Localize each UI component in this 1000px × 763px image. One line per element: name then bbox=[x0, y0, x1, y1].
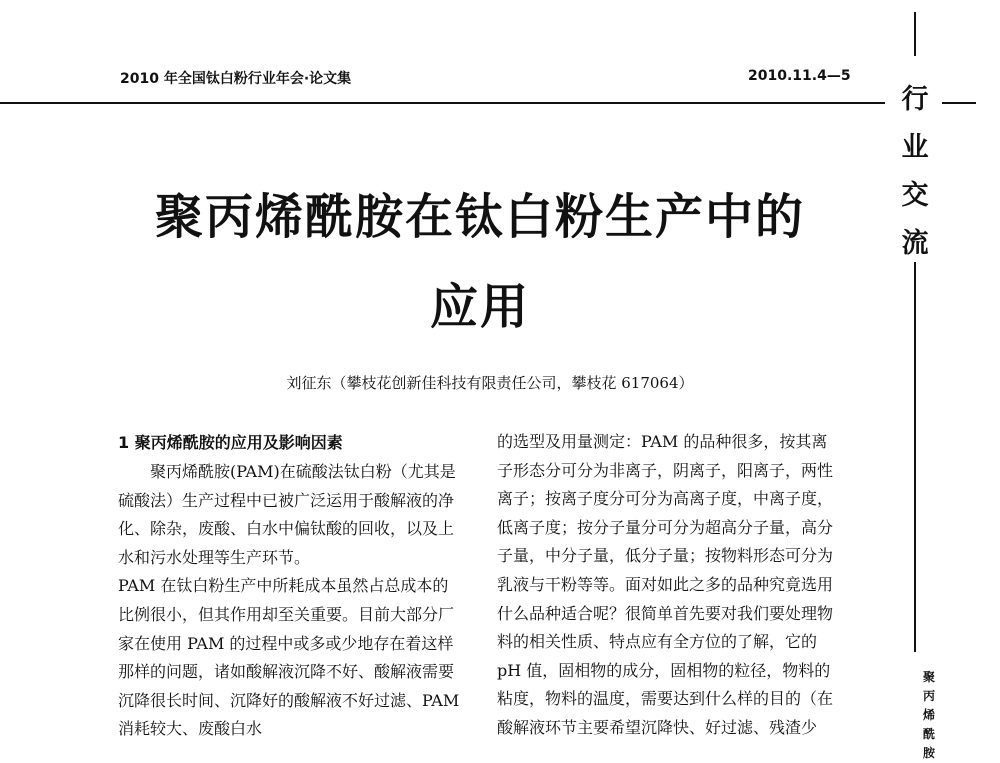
side-divider-middle bbox=[914, 262, 916, 652]
side-running-char: 胺 bbox=[922, 746, 935, 760]
header-rule-right bbox=[942, 102, 976, 104]
side-divider-top bbox=[914, 12, 916, 56]
body-paragraph: 的选型及用量测定：PAM 的品种很多，按其离子形态分可分为非离子，阴离子，阳离子，两性离子；按离子度分可分为高离子度，中离子度，低离子度；按分子量分可分为超高分子量，高分子量，中分子量，低分子量；按物料形态可分为乳液与干粉等等。面对如此之多的品种究竟选用什么品种适合呢？很简单首先要对我们要处理物料的相关性质、特点应有全方位的了解，它的 pH 值，固相物的成分，固相物的粒径，物料的粘度，物料的温度，需要达到什么样的目的（在酸解液环节主要希望沉降快、好过滤、残渣少 bbox=[497, 432, 834, 737]
body-paragraph: PAM 在钛白粉生产中所耗成本虽然占总成本的比例很小，但其作用却至关重要。目前大部分厂家在使用 PAM 的过程中或多或少地存在着这样那样的问题，诸如酸解液沉降不好、酸解液需要沉降很长时间、沉降好的酸解液不好过滤、PAM 消耗较大、废酸白水 bbox=[118, 576, 460, 739]
body-paragraph: 聚丙烯酰胺(PAM)在硫酸法钛白粉（尤其是硫酸法）生产过程中已被广泛运用于酸解液的净化、除杂，废酸、白水中偏钛酸的回收，以及上水和污水处理等生产环节。 bbox=[118, 462, 456, 567]
left-column bbox=[118, 428, 463, 744]
author-affiliation: 刘征东（攀枝花创新佳科技有限责任公司，攀枝花 617064） bbox=[286, 374, 694, 392]
side-running-char: 烯 bbox=[922, 708, 935, 722]
side-running-char: 丙 bbox=[922, 689, 935, 703]
section-label-char: 行 bbox=[901, 84, 929, 115]
running-header-date: 2010.11.4—5 bbox=[748, 68, 851, 84]
article-title-line-2: 应用 bbox=[429, 279, 530, 335]
section-label-char: 业 bbox=[901, 132, 929, 163]
article-title-line-1: 聚丙烯酰胺在钛白粉生产中的 bbox=[154, 189, 805, 245]
section-heading: 1 聚丙烯酰胺的应用及影响因素 bbox=[118, 433, 343, 452]
running-header-left: 2010 年全国钛白粉行业年会·论文集 bbox=[120, 71, 352, 87]
side-running-char: 聚 bbox=[922, 670, 935, 684]
section-label-char: 交 bbox=[901, 180, 929, 211]
section-label-vertical bbox=[895, 76, 935, 268]
side-running-char: 酰 bbox=[922, 727, 935, 741]
section-label-char: 流 bbox=[901, 228, 929, 259]
header-rule bbox=[0, 102, 885, 104]
side-running-title bbox=[921, 668, 937, 763]
right-column bbox=[497, 428, 842, 743]
